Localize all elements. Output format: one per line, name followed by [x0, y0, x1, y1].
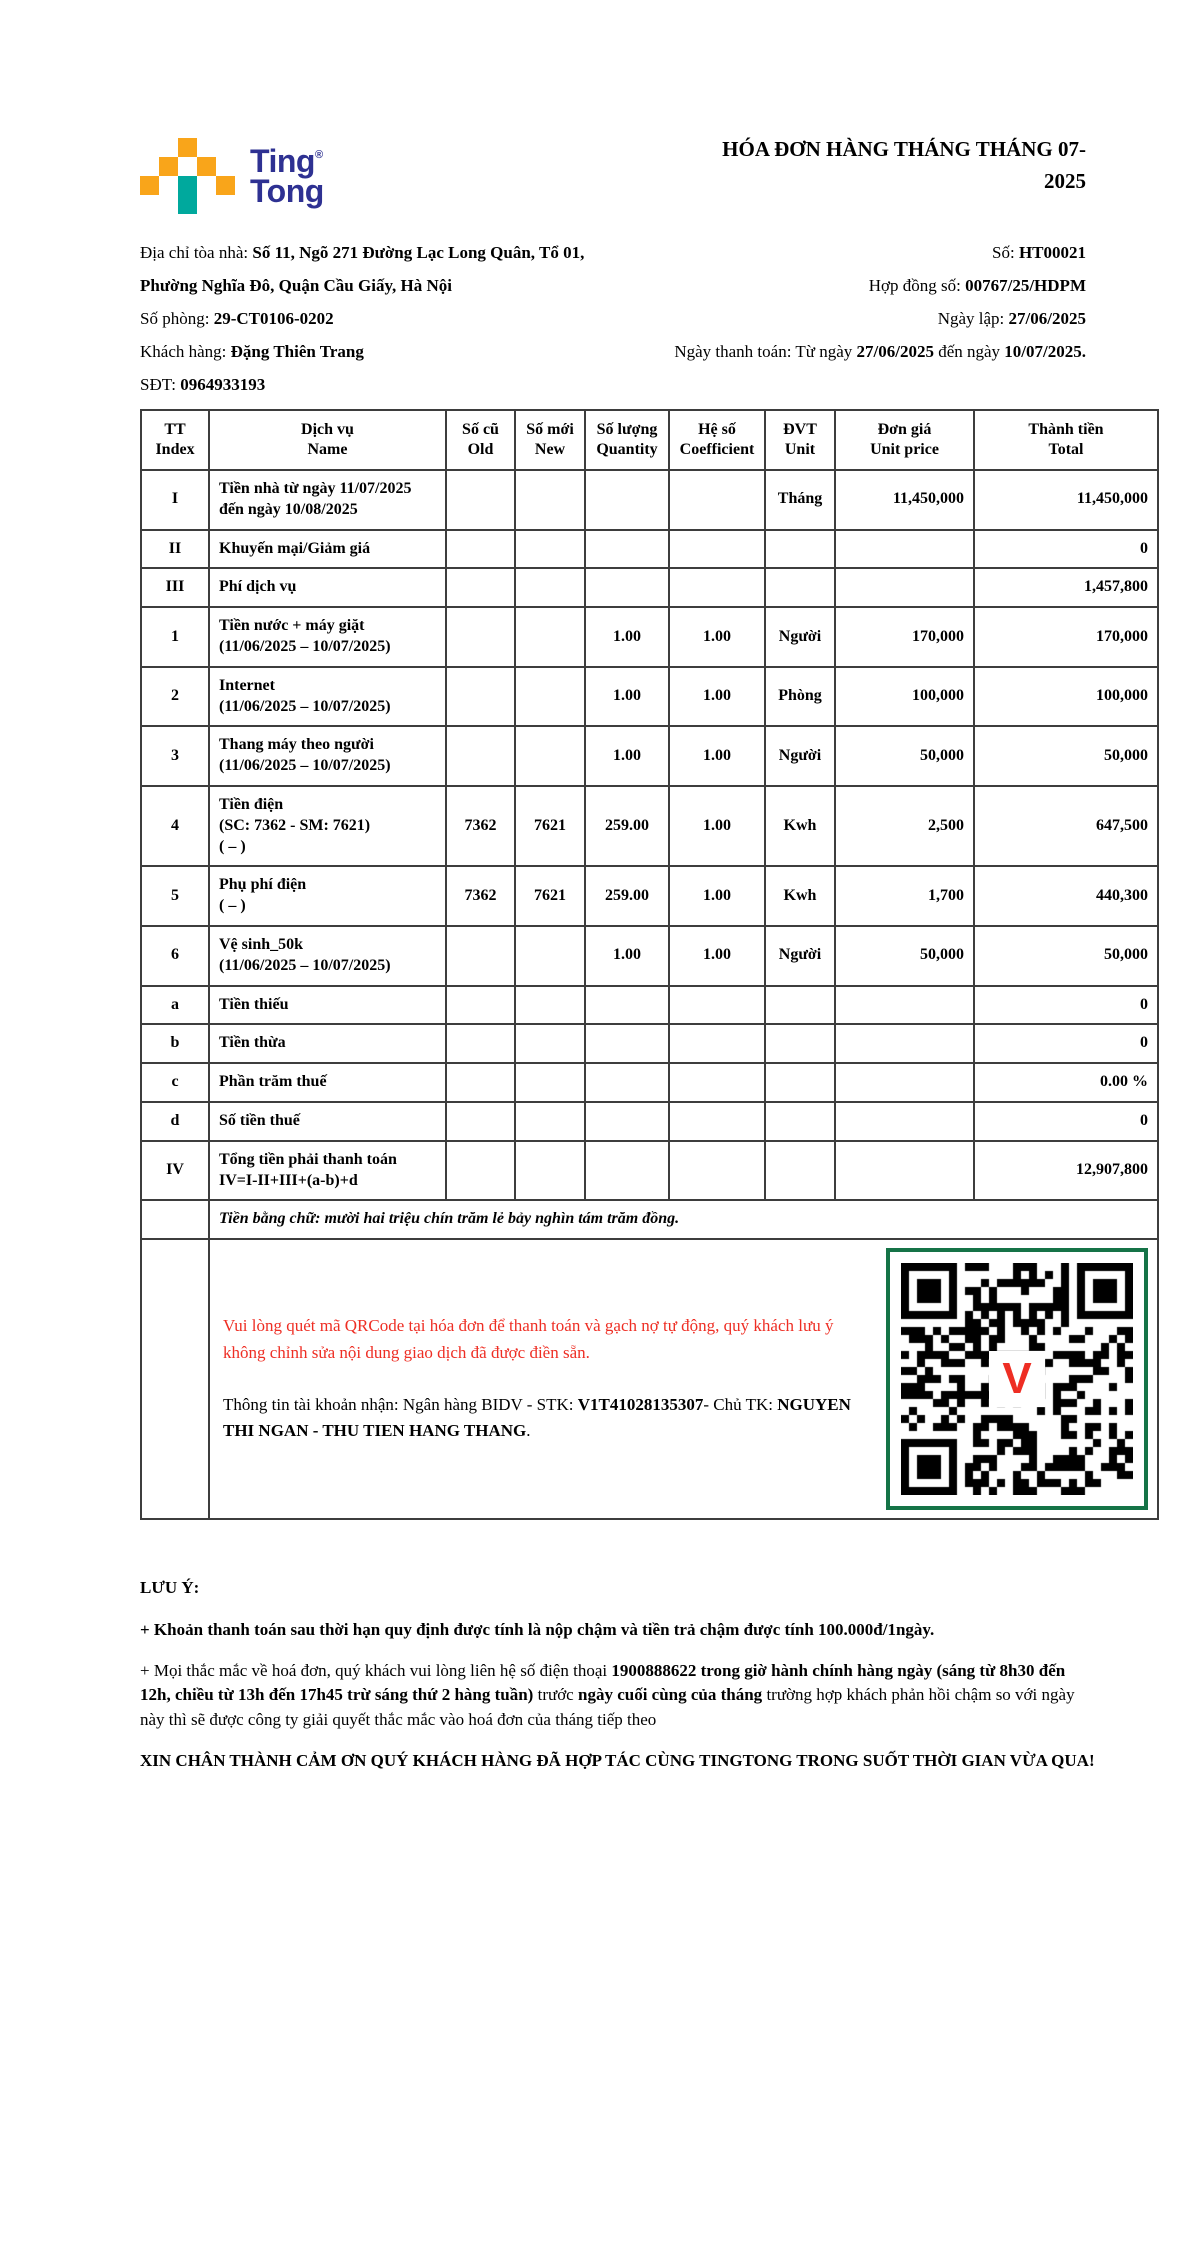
cell-name: Vệ sinh_50k (11/06/2025 – 10/07/2025) — [209, 926, 446, 986]
cell-name: Tiền nước + máy giặt (11/06/2025 – 10/07/2025) — [209, 607, 446, 667]
cell-new — [515, 568, 585, 607]
cell-old: 7362 — [446, 866, 515, 926]
cell-total: 0 — [974, 1102, 1158, 1141]
qr-code — [886, 1248, 1148, 1510]
cell-new: 7621 — [515, 866, 585, 926]
cell-qty: 1.00 — [585, 926, 669, 986]
cell-qty: 259.00 — [585, 786, 669, 866]
table-header-row — [141, 410, 1158, 470]
cell-price — [835, 986, 974, 1025]
cell-price — [835, 568, 974, 607]
cell-tt: 2 — [141, 667, 209, 727]
cell-tt: II — [141, 530, 209, 569]
logo-pixel — [178, 195, 197, 214]
cell-new: 7621 — [515, 786, 585, 866]
cell-name: Thang máy theo người (11/06/2025 – 10/07/2025) — [209, 726, 446, 786]
logo-pixel — [178, 176, 197, 195]
table-row — [141, 530, 1158, 569]
column-header: TT Index — [141, 410, 209, 470]
column-header: Đơn giá Unit price — [835, 410, 974, 470]
table-row — [141, 726, 1158, 786]
logo-pixel — [216, 176, 235, 195]
logo-pixel — [159, 157, 178, 176]
cell-tt: 4 — [141, 786, 209, 866]
cell-total: 11,450,000 — [974, 470, 1158, 530]
cell-total: 440,300 — [974, 866, 1158, 926]
cell-name: Tiền thiếu — [209, 986, 446, 1025]
header — [140, 134, 1157, 214]
amount-words-value: mười hai triệu chín trăm lẻ bảy nghìn tám trăm đồng. — [324, 1210, 680, 1228]
cell-qty — [585, 1141, 669, 1201]
vietqr-v-glyph: V — [1002, 1354, 1032, 1404]
payment-qr-row — [141, 1239, 1158, 1519]
brand-name-line2: Tong — [250, 173, 324, 209]
cell-price: 2,500 — [835, 786, 974, 866]
cell-tt: 5 — [141, 866, 209, 926]
cell-name: Tiền thừa — [209, 1024, 446, 1063]
cell-total: 50,000 — [974, 726, 1158, 786]
cell-new — [515, 1024, 585, 1063]
cell-coef: 1.00 — [669, 667, 765, 727]
invoice-number: Số: HT00021 — [992, 243, 1086, 262]
cell-coef: 1.00 — [669, 866, 765, 926]
cell-old — [446, 1063, 515, 1102]
payment-period: Ngày thanh toán: Từ ngày 27/06/2025 đến ngày 10/07/2025. — [674, 342, 1086, 361]
building-address-line1: Địa chỉ tòa nhà: Số 11, Ngõ 271 Đường Lạc Long Quân, Tổ 01, — [140, 243, 585, 262]
amount-words-row — [141, 1200, 1158, 1239]
empty-cell — [141, 1239, 209, 1519]
cell-price — [835, 530, 974, 569]
cell-tt: a — [141, 986, 209, 1025]
invoice-title-line1: HÓA ĐƠN HÀNG THÁNG THÁNG 07- — [722, 137, 1086, 161]
cell-qty — [585, 1063, 669, 1102]
cell-unit: Người — [765, 926, 835, 986]
logo-pixel — [197, 157, 216, 176]
notes-heading: LƯU Ý: — [140, 1578, 200, 1598]
cell-name: Tổng tiền phải thanh toán IV=I-II+III+(a-b)+d — [209, 1141, 446, 1201]
cell-qty — [585, 1024, 669, 1063]
cell-new — [515, 1063, 585, 1102]
table-row — [141, 1024, 1158, 1063]
registered-mark: ® — [314, 148, 323, 161]
cell-qty — [585, 1102, 669, 1141]
cell-tt: I — [141, 470, 209, 530]
table-row — [141, 926, 1158, 986]
cell-name: Số tiền thuế — [209, 1102, 446, 1141]
column-header: Số mới New — [515, 410, 585, 470]
payment-text — [219, 1313, 868, 1444]
customer-name: Khách hàng: Đặng Thiên Trang — [140, 342, 364, 361]
cell-qty: 1.00 — [585, 607, 669, 667]
table-row — [141, 667, 1158, 727]
info-right — [674, 236, 1086, 401]
cell-total: 1,457,800 — [974, 568, 1158, 607]
cell-tt: d — [141, 1102, 209, 1141]
cell-coef: 1.00 — [669, 926, 765, 986]
cell-old — [446, 530, 515, 569]
cell-price: 11,450,000 — [835, 470, 974, 530]
payment-cell — [209, 1239, 1158, 1519]
cell-coef — [669, 986, 765, 1025]
cell-new — [515, 530, 585, 569]
cell-name: Phí dịch vụ — [209, 568, 446, 607]
cell-old — [446, 926, 515, 986]
cell-old: 7362 — [446, 786, 515, 866]
cell-coef — [669, 1024, 765, 1063]
cell-price — [835, 1141, 974, 1201]
room-number: Số phòng: 29-CT0106-0202 — [140, 309, 334, 328]
logo-pixel — [178, 138, 197, 157]
cell-total: 50,000 — [974, 926, 1158, 986]
cell-name: Phụ phí điện ( – ) — [209, 866, 446, 926]
cell-price: 50,000 — [835, 726, 974, 786]
tingtong-logo-icon — [140, 138, 235, 214]
cell-unit: Phòng — [765, 667, 835, 727]
cell-new — [515, 926, 585, 986]
cell-new — [515, 726, 585, 786]
cell-old — [446, 568, 515, 607]
cell-tt: 3 — [141, 726, 209, 786]
cell-qty: 1.00 — [585, 667, 669, 727]
invoice-title — [606, 134, 1086, 197]
table-row — [141, 1141, 1158, 1201]
table-row — [141, 568, 1158, 607]
amount-words-label: Tiền bằng chữ: — [219, 1210, 325, 1228]
cell-old — [446, 1102, 515, 1141]
table-row — [141, 986, 1158, 1025]
cell-new — [515, 607, 585, 667]
invoice-title-line2: 2025 — [1044, 168, 1086, 193]
column-header: Dịch vụ Name — [209, 410, 446, 470]
cell-price — [835, 1102, 974, 1141]
cell-total: 647,500 — [974, 786, 1158, 866]
cell-tt: 1 — [141, 607, 209, 667]
cell-coef — [669, 1141, 765, 1201]
issue-date: Ngày lập: 27/06/2025 — [937, 309, 1086, 328]
cell-unit — [765, 1141, 835, 1201]
invoice-table — [140, 409, 1159, 1520]
column-header: Hệ số Coefficient — [669, 410, 765, 470]
cell-old — [446, 667, 515, 727]
cell-unit — [765, 530, 835, 569]
cell-price: 50,000 — [835, 926, 974, 986]
column-header: Số lượng Quantity — [585, 410, 669, 470]
brand-logo — [140, 138, 324, 214]
cell-price — [835, 1024, 974, 1063]
cell-coef: 1.00 — [669, 726, 765, 786]
cell-unit: Người — [765, 726, 835, 786]
cell-name: Tiền điện (SC: 7362 - SM: 7621) ( – ) — [209, 786, 446, 866]
cell-total: 170,000 — [974, 607, 1158, 667]
cell-unit — [765, 568, 835, 607]
cell-name: Tiền nhà từ ngày 11/07/2025 đến ngày 10/08/2025 — [209, 470, 446, 530]
empty-cell — [141, 1200, 209, 1239]
cell-coef: 1.00 — [669, 607, 765, 667]
cell-total: 0 — [974, 986, 1158, 1025]
cell-price: 100,000 — [835, 667, 974, 727]
table-row — [141, 866, 1158, 926]
notes-section — [140, 1578, 1100, 1773]
cell-new — [515, 1102, 585, 1141]
cell-total: 0.00 % — [974, 1063, 1158, 1102]
cell-unit: Kwh — [765, 866, 835, 926]
table-row — [141, 470, 1158, 530]
table-row — [141, 1063, 1158, 1102]
cell-unit: Người — [765, 607, 835, 667]
table-row — [141, 607, 1158, 667]
building-address-line2: Phường Nghĩa Đô, Quận Cầu Giấy, Hà Nội — [140, 276, 452, 295]
cell-price: 1,700 — [835, 866, 974, 926]
cell-coef: 1.00 — [669, 786, 765, 866]
account-info: Thông tin tài khoản nhận: Ngân hàng BIDV - STK: V1T41028135307- Chủ TK: NGUYEN THI NGAN - THU TIEN HANG THANG. — [223, 1395, 851, 1441]
cell-old — [446, 1024, 515, 1063]
cell-qty: 1.00 — [585, 726, 669, 786]
cell-name: Phần trăm thuế — [209, 1063, 446, 1102]
note-item: + Mọi thắc mắc về hoá đơn, quý khách vui lòng liên hệ số điện thoại 1900888622 trong giờ hành chính hàng ngày (sáng từ 8h30 đến 12h, chiều từ 13h đến 17h45 trừ sáng thứ 2 hàng tuần) trước ngày cuối cùng của tháng trường hợp khách phản hồi chậm so với ngày này thì sẽ được công ty giải quyết thắc mắc vào hoá đơn của tháng tiếp theo — [140, 1660, 1075, 1730]
cell-coef — [669, 1063, 765, 1102]
qr-instruction-note: Vui lòng quét mã QRCode tại hóa đơn để thanh toán và gạch nợ tự động, quý khách lưu ý không chỉnh sửa nội dung giao dịch đã được điền sẵn. — [223, 1316, 834, 1362]
cell-qty — [585, 470, 669, 530]
brand-name-line1: Ting — [250, 142, 315, 179]
cell-total: 0 — [974, 530, 1158, 569]
amount-in-words — [209, 1200, 1158, 1239]
table-row — [141, 1102, 1158, 1141]
cell-tt: b — [141, 1024, 209, 1063]
cell-old — [446, 986, 515, 1025]
invoice-info — [140, 236, 1157, 401]
cell-qty — [585, 568, 669, 607]
cell-coef — [669, 530, 765, 569]
info-left — [140, 236, 584, 401]
cell-old — [446, 607, 515, 667]
cell-tt: 6 — [141, 926, 209, 986]
cell-old — [446, 1141, 515, 1201]
cell-tt: IV — [141, 1141, 209, 1201]
cell-new — [515, 1141, 585, 1201]
cell-qty — [585, 986, 669, 1025]
logo-pixel — [140, 176, 159, 195]
cell-coef — [669, 470, 765, 530]
cell-new — [515, 986, 585, 1025]
cell-old — [446, 726, 515, 786]
column-header: Thành tiền Total — [974, 410, 1158, 470]
cell-tt: c — [141, 1063, 209, 1102]
table-body — [141, 470, 1158, 1200]
note-item: + Khoản thanh toán sau thời hạn quy định được tính là nộp chậm và tiền trả chậm được tính 100.000đ/1ngày. — [140, 1620, 935, 1640]
cell-name: Internet (11/06/2025 – 10/07/2025) — [209, 667, 446, 727]
customer-phone: SĐT: 0964933193 — [140, 375, 266, 394]
cell-total: 0 — [974, 1024, 1158, 1063]
cell-unit — [765, 986, 835, 1025]
notes-list — [140, 1618, 1100, 1773]
cell-qty: 259.00 — [585, 866, 669, 926]
cell-unit — [765, 1024, 835, 1063]
cell-total: 12,907,800 — [974, 1141, 1158, 1201]
cell-coef — [669, 568, 765, 607]
cell-unit — [765, 1063, 835, 1102]
brand-wordmark — [250, 142, 324, 209]
vietqr-logo — [989, 1351, 1045, 1407]
cell-coef — [669, 1102, 765, 1141]
cell-old — [446, 470, 515, 530]
cell-unit — [765, 1102, 835, 1141]
cell-qty — [585, 530, 669, 569]
cell-unit: Kwh — [765, 786, 835, 866]
column-header: ĐVT Unit — [765, 410, 835, 470]
cell-total: 100,000 — [974, 667, 1158, 727]
cell-tt: III — [141, 568, 209, 607]
cell-name: Khuyến mại/Giảm giá — [209, 530, 446, 569]
cell-unit: Tháng — [765, 470, 835, 530]
column-header: Số cũ Old — [446, 410, 515, 470]
cell-new — [515, 667, 585, 727]
contract-number: Hợp đồng số: 00767/25/HDPM — [868, 276, 1086, 295]
cell-price: 170,000 — [835, 607, 974, 667]
cell-price — [835, 1063, 974, 1102]
table-row — [141, 786, 1158, 866]
cell-new — [515, 470, 585, 530]
thanks-message: XIN CHÂN THÀNH CẢM ƠN QUÝ KHÁCH HÀNG ĐÃ HỢP TÁC CÙNG TINGTONG TRONG SUỐT THỜI GIAN VỪA QUA! — [140, 1750, 1095, 1770]
